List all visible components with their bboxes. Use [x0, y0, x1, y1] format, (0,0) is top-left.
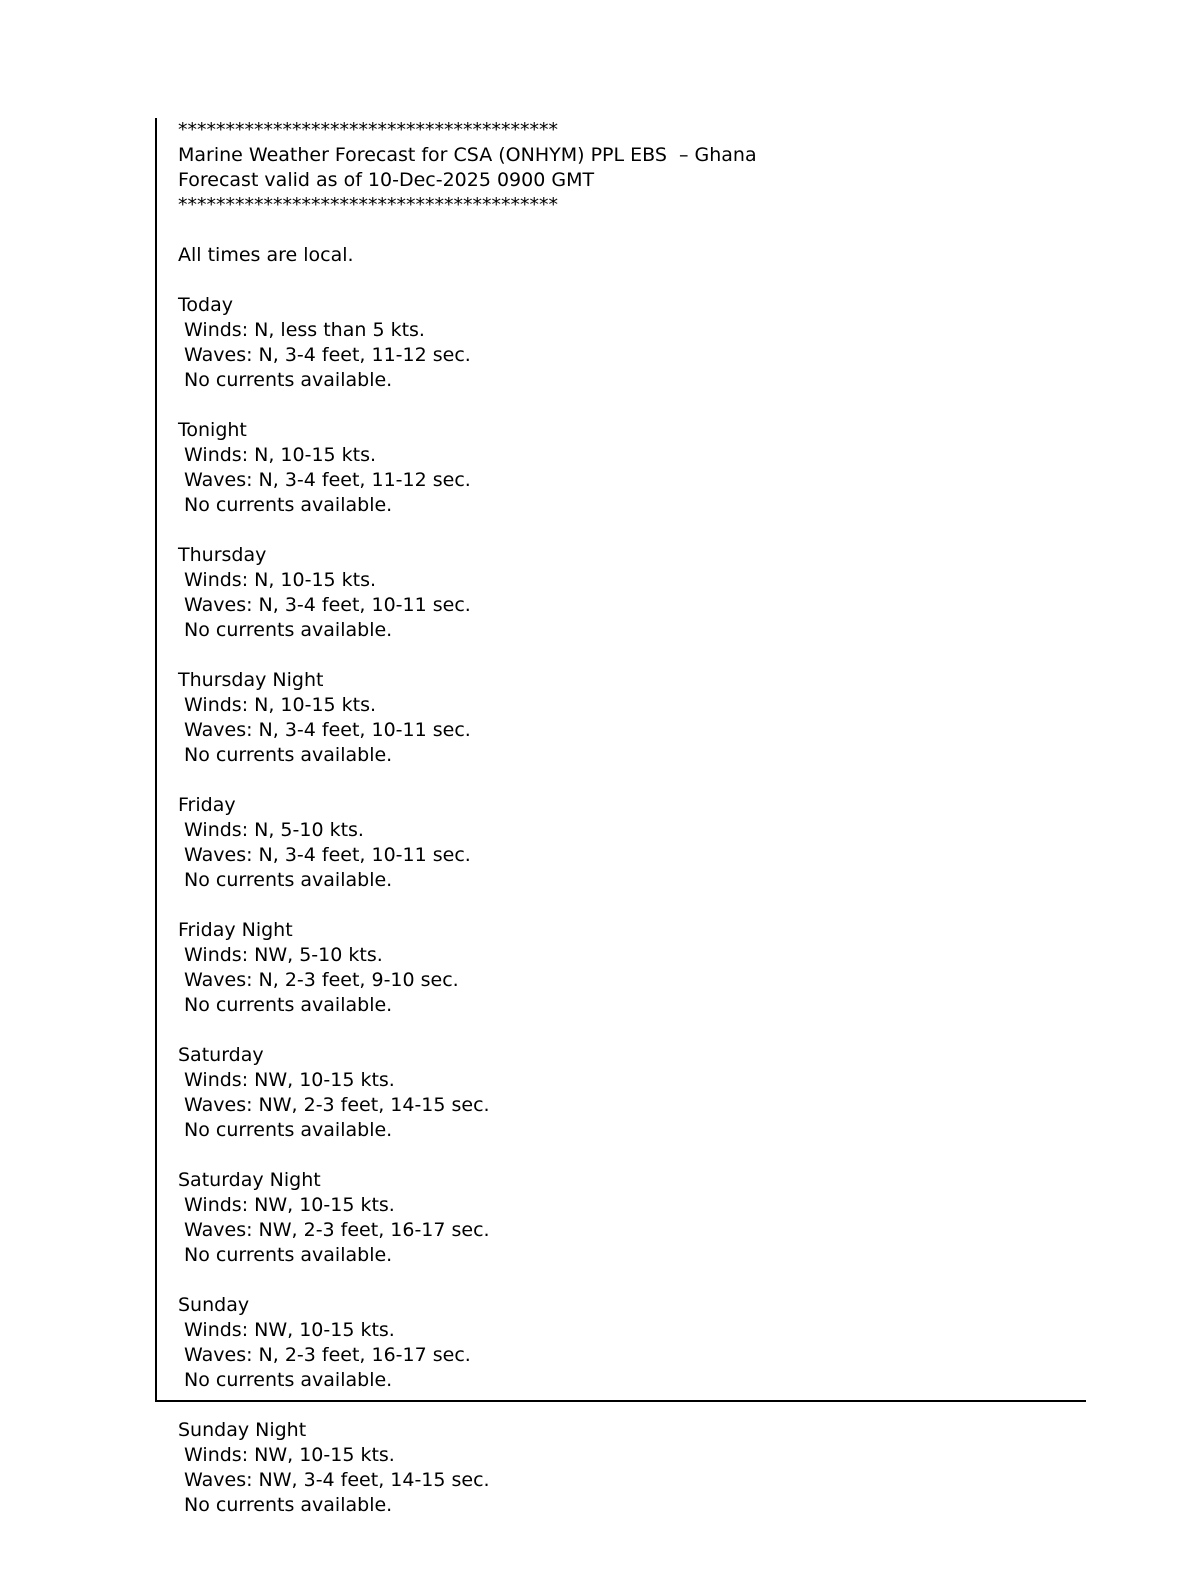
waves-line: Waves: N, 3-4 feet, 10-11 sec.: [178, 594, 471, 616]
waves-line: Waves: N, 3-4 feet, 10-11 sec.: [178, 844, 471, 866]
document-title: Marine Weather Forecast for CSA (ONHYM) PPL EBS – Ghana: [178, 144, 757, 166]
forecast-section: [178, 1043, 1078, 1168]
forecast-section: [178, 668, 1078, 793]
left-border-rule: [155, 118, 157, 1402]
blank-line: [178, 268, 1078, 293]
forecast-section: [178, 1418, 1078, 1518]
blank-line: [178, 768, 1078, 793]
section-heading: Saturday Night: [178, 1169, 321, 1191]
section-heading: Sunday: [178, 1294, 250, 1316]
divider-line: ****************************************: [178, 119, 558, 141]
waves-line: Waves: NW, 2-3 feet, 14-15 sec.: [178, 1094, 490, 1116]
section-heading: Sunday Night: [178, 1419, 307, 1441]
blank-line: [178, 643, 1078, 668]
waves-line: Waves: NW, 2-3 feet, 16-17 sec.: [178, 1219, 490, 1241]
currents-line: No currents available.: [178, 1369, 393, 1391]
waves-line: Waves: N, 3-4 feet, 11-12 sec.: [178, 469, 471, 491]
times-note: All times are local.: [178, 244, 354, 266]
currents-line: No currents available.: [178, 744, 393, 766]
currents-line: No currents available.: [178, 1119, 393, 1141]
winds-line: Winds: N, 10-15 kts.: [178, 444, 377, 466]
waves-line: Waves: NW, 3-4 feet, 14-15 sec.: [178, 1469, 490, 1491]
forecast-section: [178, 543, 1078, 668]
winds-line: Winds: NW, 10-15 kts.: [178, 1069, 395, 1091]
blank-line: [178, 893, 1078, 918]
winds-line: Winds: N, 5-10 kts.: [178, 819, 364, 841]
section-heading: Today: [178, 294, 233, 316]
forecast-section: [178, 793, 1078, 918]
waves-line: Waves: N, 3-4 feet, 11-12 sec.: [178, 344, 471, 366]
forecast-section: [178, 418, 1078, 543]
currents-line: No currents available.: [178, 994, 393, 1016]
section-heading: Thursday Night: [178, 669, 324, 691]
divider-line: ****************************************: [178, 194, 558, 216]
currents-line: No currents available.: [178, 494, 393, 516]
currents-line: No currents available.: [178, 869, 393, 891]
forecast-section: [178, 1293, 1078, 1418]
forecast-section: [178, 293, 1078, 418]
blank-line: [178, 1393, 1078, 1418]
section-heading: Friday Night: [178, 919, 293, 941]
waves-line: Waves: N, 2-3 feet, 16-17 sec.: [178, 1344, 471, 1366]
blank-line: [178, 393, 1078, 418]
waves-line: Waves: N, 3-4 feet, 10-11 sec.: [178, 719, 471, 741]
currents-line: No currents available.: [178, 369, 393, 391]
blank-line: [178, 218, 1078, 243]
section-heading: Thursday: [178, 544, 267, 566]
section-heading: Friday: [178, 794, 236, 816]
blank-line: [178, 1143, 1078, 1168]
winds-line: Winds: N, 10-15 kts.: [178, 694, 377, 716]
blank-line: [178, 1268, 1078, 1293]
winds-line: Winds: NW, 10-15 kts.: [178, 1194, 395, 1216]
currents-line: No currents available.: [178, 1494, 393, 1516]
forecast-section: [178, 918, 1078, 1043]
forecast-text: [178, 118, 1078, 1518]
currents-line: No currents available.: [178, 1244, 393, 1266]
forecast-section: [178, 1168, 1078, 1293]
waves-line: Waves: N, 2-3 feet, 9-10 sec.: [178, 969, 459, 991]
winds-line: Winds: NW, 10-15 kts.: [178, 1444, 395, 1466]
winds-line: Winds: N, less than 5 kts.: [178, 319, 425, 341]
section-heading: Saturday: [178, 1044, 264, 1066]
currents-line: No currents available.: [178, 619, 393, 641]
blank-line: [178, 518, 1078, 543]
valid-line: Forecast valid as of 10-Dec-2025 0900 GMT: [178, 169, 595, 191]
winds-line: Winds: N, 10-15 kts.: [178, 569, 377, 591]
section-heading: Tonight: [178, 419, 247, 441]
winds-line: Winds: NW, 10-15 kts.: [178, 1319, 395, 1341]
blank-line: [178, 1018, 1078, 1043]
winds-line: Winds: NW, 5-10 kts.: [178, 944, 383, 966]
